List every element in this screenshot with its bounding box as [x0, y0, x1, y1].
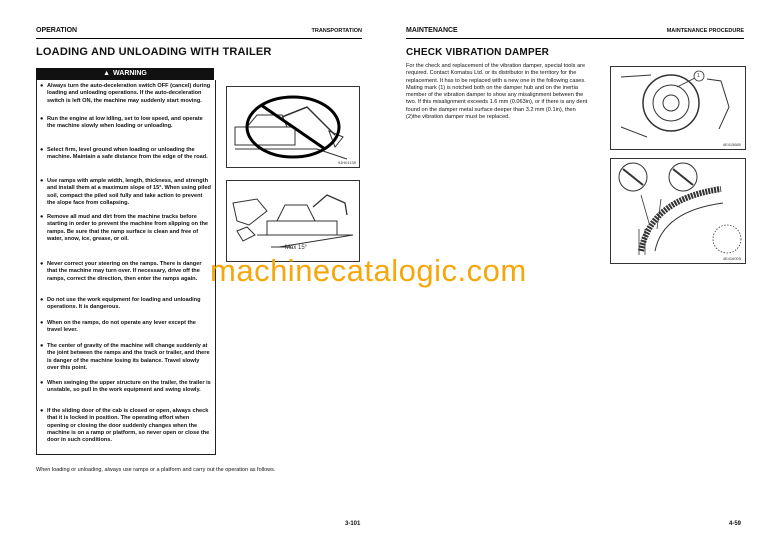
- subsection-label: TRANSPORTATION: [311, 28, 362, 34]
- section-label: MAINTENANCE: [406, 27, 458, 34]
- figure-caption: 4E415680: [722, 142, 741, 147]
- figure-no-work-equipment: [226, 86, 360, 168]
- list-item: ● Run the engine at low idling, set to low speed, and operate the machine slowly when loading or unloading.: [40, 116, 203, 130]
- section-label: OPERATION: [36, 27, 78, 34]
- slope-label: Max 15°: [285, 245, 308, 251]
- list-item: ● When on the ramps, do not operate any lever except the travel lever.: [40, 320, 196, 334]
- damper-detail-illustration: [611, 159, 745, 263]
- damper-illustration: [611, 67, 745, 149]
- warning-box: [36, 80, 216, 455]
- footer-note: When loading or unloading, always use ramps or a platform and carry out the operation as follows.: [36, 467, 276, 473]
- subsection-label: MAINTENANCE PROCEDURE: [666, 28, 744, 34]
- left-header: [36, 26, 362, 39]
- page-title: LOADING AND UNLOADING WITH TRAILER: [36, 46, 272, 58]
- figure-ramp-slope: [226, 180, 360, 262]
- warning-icon: ▲: [103, 70, 111, 77]
- list-item: ● Remove all mud and dirt from the machine tracks before starting in order to prevent the machine from slipping on the ramps. Be sure that the ramp surface is clean and free of water, snow, ice, grease, or oil.: [40, 214, 208, 242]
- list-item: ● The center of gravity of the machine will change suddenly at the joint between the ramps and the track or trailer, and there is danger of the machine losing its balance. Travel slowly over this point.: [40, 343, 210, 371]
- page-title: CHECK VIBRATION DAMPER: [406, 47, 550, 58]
- warning-label: WARNING: [113, 70, 147, 77]
- figure-caption: 4E416005: [722, 256, 741, 261]
- watermark: machinecatalogic.com: [210, 253, 527, 288]
- body-paragraph: For the check and replacement of the vibration damper, special tools are required. Contact Komatsu Ltd. or its distributor in the territory for the replacement. It has to be replaced with a new one in the following cases. Mating mark (1) is notched both on the damper hub and on the inertia member of the vibration damper to show any misalignment between the two. If this misalignment exceeds 1.6 mm (0.063in), or if there is any dent found on the damper metal surface deeper than 3.2 mm (0.1in), then (2)the vibration damper must be replaced.: [406, 63, 588, 121]
- list-item: ● Never correct your steering on the ramps. There is danger that the machine may turn over. If necessary, drive off the ramps, correct the direction, then enter the ramps again.: [40, 261, 202, 282]
- page-number: 4-59: [729, 521, 742, 527]
- list-item: ● Select firm, level ground when loading or unloading the machine. Maintain a safe distance from the edge of the road.: [40, 147, 208, 161]
- mating-mark-label: 1: [697, 73, 700, 79]
- list-item: ● Do not use the work equipment for loading and unloading operations. It is dangerous.: [40, 297, 201, 311]
- list-item: ● Always turn the auto-deceleration switch OFF (cancel) during loading and unloading operations. If the auto-deceleration switch is left ON, the machine may suddenly start moving.: [40, 83, 211, 104]
- list-item: ● If the sliding door of the cab is closed or open, always check that it is locked in position. The operating effort when opening or closing the door suddenly changes when the machine is on a ramp or platform, so never open or close the door in such conditions.: [40, 408, 210, 444]
- excavator-prohibition-illustration: [227, 87, 359, 167]
- page-number: 3-101: [345, 521, 361, 527]
- figure-damper-detail: [610, 158, 746, 264]
- list-item: ● Use ramps with ample width, length, thickness, and strength and install them at a maximum slope of 15°. When using piled soil, compact the piled soil fully and take action to prevent the slope face from collapsing.: [40, 178, 211, 206]
- figure-damper-mark: [610, 66, 746, 150]
- figure-caption: 9JH01139: [338, 160, 356, 165]
- right-header: [406, 26, 744, 39]
- warning-banner: [36, 68, 214, 80]
- list-item: ● When swinging the upper structure on the trailer, the trailer is unstable, so pull in the work equipment and swing slowly.: [40, 380, 211, 394]
